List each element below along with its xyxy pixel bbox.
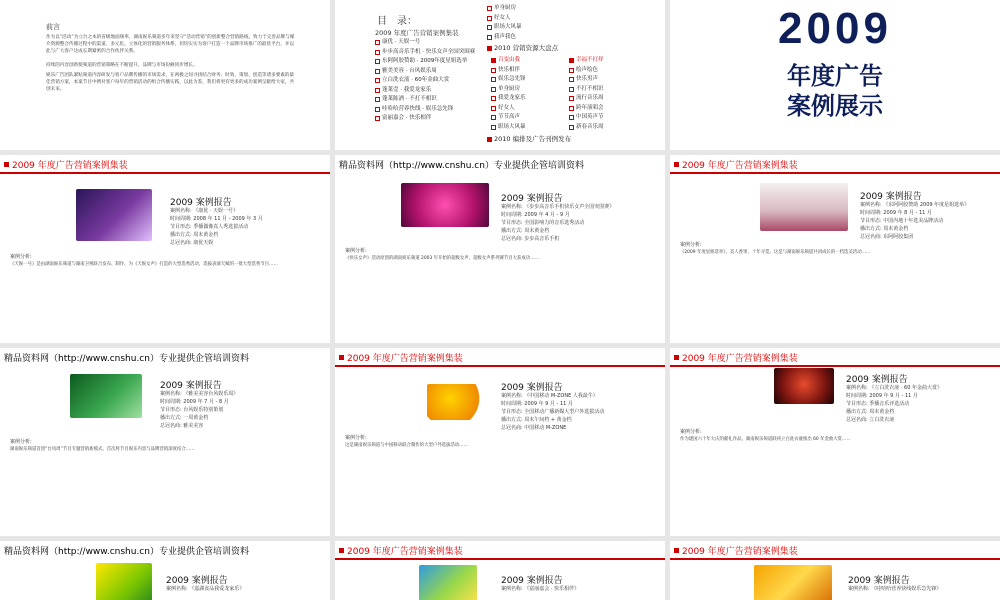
- analysis-label: 案例分析:: [10, 439, 32, 445]
- preface-paragraph-2: 持续的内容创新使频道的营销策略在不断提升，品牌与市场份额同步增长。: [46, 63, 198, 68]
- analysis-label: 案例分析:: [680, 242, 702, 248]
- slide-header: 2009 年度广告营销案例集装: [335, 541, 665, 559]
- slide-header: 2009 年度广告营销案例集装: [670, 541, 1000, 559]
- analysis-label: 案例分析:: [345, 248, 367, 254]
- slide-header: 2009 年度广告营销案例集装: [0, 155, 330, 173]
- list-item[interactable]: 单身厨房: [491, 85, 561, 95]
- case-analysis: 作为建国六十年大庆的献礼作品，湖南娱乐频道联袂立白洗衣液推出 60 年金曲大赏……: [680, 437, 851, 442]
- case-fields: 案例名称: 《康优 · 天娱一号》 时间周期: 2008 年 11 月 - 2009 年 3 月 节目形态: 季播偶像真人秀选拔活动 播出方式: 周末黄金档 总冠名商: 康优天娱: [170, 208, 263, 246]
- list-item[interactable]: 单身厨房: [487, 4, 627, 14]
- slide-case-4[interactable]: [0, 348, 330, 536]
- case-fields: 案例名称: 《哇哈哈营养快线娱乐急先锋》: [848, 586, 942, 592]
- slide-title[interactable]: [670, 0, 1000, 150]
- report-title: 2009 案例报告: [848, 576, 910, 586]
- case-analysis: 这是湖南娱乐频道与中国移动联合制作的大型户外选拔活动……: [345, 443, 468, 448]
- preface-paragraph-3: 娱乐广告团队紧贴频道内容研发与客户品牌传播的市场需求，在两极之间寻找结合财务、时效、策划、创造等诸多要素的最佳营销方案，本案节目中例对客户每年的营销活动的组合传播实践，以此为鉴，我们将更有更多的成功案例呈献给大家，共创未来。: [46, 73, 295, 92]
- preface-title: 前言: [46, 23, 60, 31]
- title-line-2: 年度广告: [787, 63, 883, 90]
- list-item[interactable]: 中国英声节: [569, 113, 649, 123]
- slide-case-8[interactable]: [335, 541, 665, 600]
- slide-header: 2009 年度广告营销案例集装: [670, 348, 1000, 366]
- list-item[interactable]: 职场大风暴: [491, 123, 561, 133]
- report-title: 2009 案例报告: [166, 576, 228, 586]
- contents-right-list: [487, 4, 627, 54]
- report-title: 2009 案例报告: [846, 375, 908, 385]
- slide-header: 2009 年度广告营销案例集装: [670, 155, 1000, 173]
- analysis-label: 案例分析:: [10, 254, 32, 260]
- list-item[interactable]: 立白洗衣液 · 60年金曲大赏: [375, 76, 505, 86]
- list-item[interactable]: 幸福不打烊: [569, 56, 649, 66]
- case-image: [419, 565, 477, 600]
- list-item[interactable]: 娱乐急先锋: [491, 75, 561, 85]
- report-title: 2009 案例报告: [860, 192, 922, 202]
- case-analysis: 《天娱一号》是由湖南娱乐频道与湖南卫视联合发布、制作、为《天娱女声》打造的大型选秀活动，选拔表演天赋的一批大型选秀节目……: [10, 262, 278, 267]
- list-item[interactable]: 好女人: [491, 104, 561, 114]
- contents-left-list: [375, 38, 505, 124]
- slide-header: 精品资料网（http://www.cnshu.cn）专业提供企管培训资料: [4, 546, 249, 557]
- slide-case-3[interactable]: [670, 155, 1000, 343]
- case-fields: 案例名称: 《立白洗衣液 · 60 年金曲大赏》 时间周期: 2009 年 9 月 - 11 月 节目形态: 季播音乐评选活动 播出方式: 周末黄金档 总冠名商: 立白洗衣液: [846, 385, 943, 423]
- analysis-label: 案例分析:: [345, 435, 367, 441]
- list-item[interactable]: 百变由我: [491, 56, 561, 66]
- case-logo: [427, 384, 485, 420]
- case-image: [70, 374, 142, 418]
- case-image: [760, 183, 848, 231]
- slide-case-6[interactable]: [670, 348, 1000, 536]
- list-item[interactable]: 快乐相伴: [491, 66, 561, 76]
- report-title: 2009 案例报告: [170, 198, 232, 208]
- report-title: 2009 案例报告: [501, 576, 563, 586]
- slide-case-9[interactable]: [670, 541, 1000, 600]
- contents-col-b: [569, 56, 649, 132]
- list-item[interactable]: 快乐男声: [569, 75, 649, 85]
- list-item[interactable]: 节节高声: [491, 113, 561, 123]
- list-item[interactable]: 东阿阿胶赞助 · 2009年度星姐选举: [375, 57, 505, 67]
- case-fields: 案例名称: 《步步高音乐手机快乐女声全国突围赛》 时间周期: 2009 年 4 月 - 9 月 节目形态: 全国影响力的音乐选秀活动 播出方式: 周末黄金档 总冠名商: 步步高音乐手机: [501, 204, 615, 242]
- slide-header: 精品资料网（http://www.cnshu.cn）专业提供企管培训资料: [4, 353, 249, 364]
- list-item[interactable]: 哇哈哈营养快线 · 娱乐急先锋: [375, 105, 505, 115]
- slide-preface[interactable]: [0, 0, 330, 150]
- preface-paragraph-1: 作为以“活动”为立台之本的省级地面频率，湖南娱乐频道多年来坚守“活动营销”的创新整合营销路线，致力于完善品牌与媒介资源整合传播过程中的渠道、多元化、立体化的营销服务体系，切切实实为客户打造一个品牌市场推广的最优平台，并以此与广大客户达成长期紧密的合作伙伴关系。: [46, 35, 295, 54]
- contents-heading: 目 录：: [377, 16, 417, 27]
- slide-header: 精品资料网（http://www.cnshu.cn）专业提供企管培训资料: [339, 160, 584, 171]
- list-item[interactable]: 富丽嘉会 · 快乐相伴: [375, 114, 505, 124]
- case-fields: 案例名称: 《中国移动 M-ZONE 人我最牛》 时间周期: 2009 年 9 月 - 11 月 节目形态: 全国移动广播新媒大型户外选拔活动 播出方式: 周末午间档 + 黄金档 总冠名商: 中国移动 M-ZONE: [501, 393, 605, 431]
- case-fields: 案例名称: 《东阿阿胶赞助 2009 年度星姐选举》 时间周期: 2009 年 8 月 - 11 月 节目形态: 中国内地十年选美品牌活动 播出方式: 周末黄金档 总冠名商: 东阿阿胶集团: [860, 202, 970, 240]
- list-item[interactable]: 新春音乐周: [569, 123, 649, 133]
- list-item[interactable]: 蓬莱陈酒 · 不打不相识: [375, 95, 505, 105]
- list-item[interactable]: 蓬莱壹 · 我爱龙家乐: [375, 86, 505, 96]
- list-item[interactable]: 流行音乐周: [569, 94, 649, 104]
- slide-case-1[interactable]: [0, 155, 330, 343]
- case-image: [401, 183, 489, 227]
- list-item[interactable]: 我声我色: [487, 33, 627, 43]
- slide-contents[interactable]: [335, 0, 665, 150]
- case-analysis: 《2009 年度星姐选举》，美人香果，十年寻觅。这是与湖南娱乐频道共同成长的一档选美活动……: [680, 250, 871, 255]
- list-item[interactable]: 雅美美容 · 台风娱乐周: [375, 67, 505, 77]
- title-line-3: 案例展示: [787, 93, 883, 120]
- report-title: 2009 案例报告: [160, 381, 222, 391]
- case-image: [754, 565, 832, 600]
- case-image: [774, 368, 834, 404]
- case-analysis: 湖南娱乐频道首创“台风周”节目专题营销新模式，首次将节目娱乐内容与品牌营销深度结合……: [10, 447, 195, 452]
- contents-section-3[interactable]: 2010 编排及广告刊例发布: [487, 134, 571, 144]
- slide-header: 2009 年度广告营销案例集装: [335, 348, 665, 366]
- list-item[interactable]: 好女人: [487, 14, 627, 24]
- report-title: 2009 案例报告: [501, 383, 563, 393]
- report-title: 2009 案例报告: [501, 194, 563, 204]
- list-item[interactable]: 不打不相识: [569, 85, 649, 95]
- case-fields: 案例名称: 《富丽嘉会 · 快乐相伴》: [501, 586, 580, 592]
- list-item[interactable]: 我爱龙家乐: [491, 94, 561, 104]
- list-item[interactable]: 职场大风暴: [487, 23, 627, 33]
- case-analysis: 《快乐女声》活动原创的湖南娱乐频道 2003 年开始的超级女声，超级女声系列赛节目大获成功……: [345, 256, 539, 261]
- list-item[interactable]: 康优 · 天娱一号: [375, 38, 505, 48]
- list-item[interactable]: 步步高音乐手机 · 快乐女声全国突围赛: [375, 48, 505, 58]
- title-year: 2009: [778, 4, 892, 53]
- contents-section-2[interactable]: 2010 营销资源大盘点: [487, 44, 627, 54]
- analysis-label: 案例分析:: [680, 429, 702, 435]
- slide-case-5[interactable]: [335, 348, 665, 536]
- case-image: [76, 189, 152, 241]
- case-image: [96, 563, 152, 600]
- contents-col-a: [491, 56, 561, 132]
- case-fields: 案例名称: 《雅美美容台风娱乐周》 时间周期: 2009 年 7 月 - 8 月 节目形态: 台风娱乐特别策划 播出方式: 一周黄金档 总冠名商: 雅美美容: [160, 391, 239, 429]
- contents-section-1: 2009 年度广告营销案例集装: [375, 29, 459, 37]
- list-item[interactable]: 绘声绘色: [569, 66, 649, 76]
- slide-case-2[interactable]: [335, 155, 665, 343]
- slide-case-7[interactable]: [0, 541, 330, 600]
- case-fields: 案例名称: 《嘉湖食品我爱龙家乐》: [166, 586, 245, 592]
- list-item[interactable]: 跨年演唱会: [569, 104, 649, 114]
